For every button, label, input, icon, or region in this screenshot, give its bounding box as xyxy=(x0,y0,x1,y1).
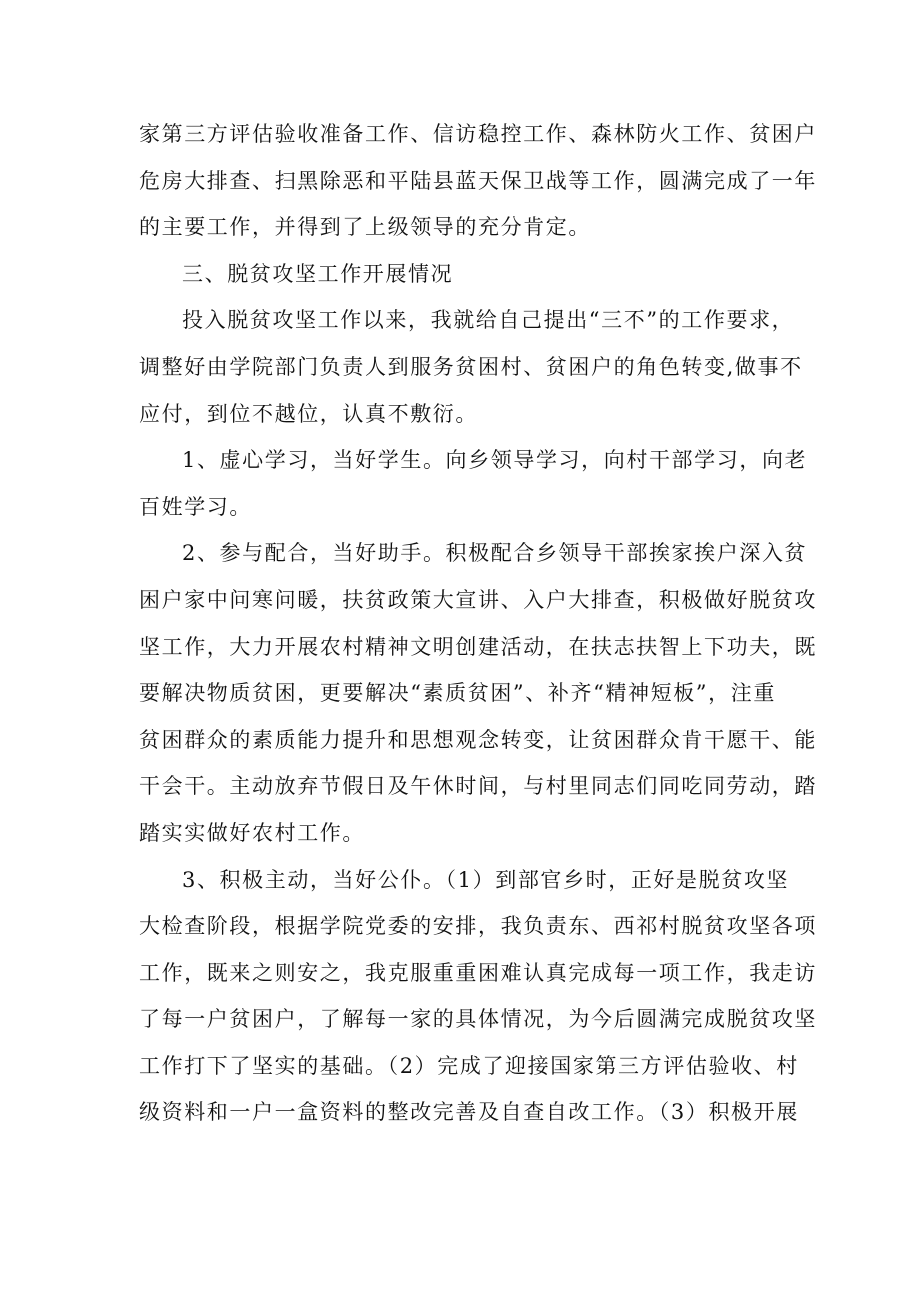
paragraph-line: 应付，到位不越位，认真不敷衍。 xyxy=(139,401,478,426)
paragraph-line: 工作打下了坚实的基础。（2）完成了迎接国家第三方评估验收、村 xyxy=(139,1053,799,1078)
paragraph-line: 工作，既来之则安之，我克服重重困难认真完成每一项工作，我走访 xyxy=(139,960,817,985)
paragraph-line: 危房大排查、扫黑除恶和平陆县蓝天保卫战等工作，圆满完成了一年 xyxy=(139,168,817,193)
paragraph-line: 级资料和一户一盒资料的整改完善及自查自改工作。（3）积极开展 xyxy=(139,1100,799,1125)
paragraph-line: 3、积极主动，当好公仆。（1）到部官乡时，正好是脱贫攻坚 xyxy=(182,867,790,892)
paragraph-line: 踏实实做好农村工作。 xyxy=(139,820,365,845)
paragraph-line: 了每一户贫困户，了解每一家的具体情况，为今后圆满完成脱贫攻坚 xyxy=(139,1007,817,1032)
paragraph-line: 要解决物质贫困，更要解决“素质贫困”、补齐“精神短板”，注重 xyxy=(139,681,776,706)
paragraph-line: 大检查阶段，根据学院党委的安排，我负责东、西祁村脱贫攻坚各项 xyxy=(139,914,817,939)
paragraph-line: 干会干。主动放弃节假日及午休时间，与村里同志们同吃同劳动，踏 xyxy=(139,774,817,799)
document-body xyxy=(139,111,817,1136)
paragraph-line: 调整好由学院部门负责人到服务贫困村、贫困户的角色转变,做事不 xyxy=(139,354,803,379)
paragraph-line: 家第三方评估验收准备工作、信访稳控工作、森林防火工作、贫困户 xyxy=(139,122,817,146)
section-heading: 三、脱贫攻坚工作开展情况 xyxy=(182,261,454,286)
paragraph-line: 贫困群众的素质能力提升和思想观念转变，让贫困群众肯干愿干、能 xyxy=(139,727,817,752)
paragraph-line: 1、虚心学习，当好学生。向乡领导学习，向村干部学习，向老 xyxy=(182,448,808,473)
paragraph-line: 困户家中问寒问暖，扶贫政策大宣讲、入户大排查，积极做好脱贫攻 xyxy=(139,587,817,612)
paragraph-line: 的主要工作，并得到了上级领导的充分肯定。 xyxy=(139,215,591,240)
paragraph-line: 坚工作，大力开展农村精神文明创建活动，在扶志扶智上下功夫，既 xyxy=(139,634,817,659)
paragraph-line: 投入脱贫攻坚工作以来，我就给自己提出“三不”的工作要求， xyxy=(182,308,795,333)
paragraph-line: 2、参与配合，当好助手。积极配合乡领导干部挨家挨户深入贫 xyxy=(182,541,808,566)
paragraph-line: 百姓学习。 xyxy=(139,494,252,519)
